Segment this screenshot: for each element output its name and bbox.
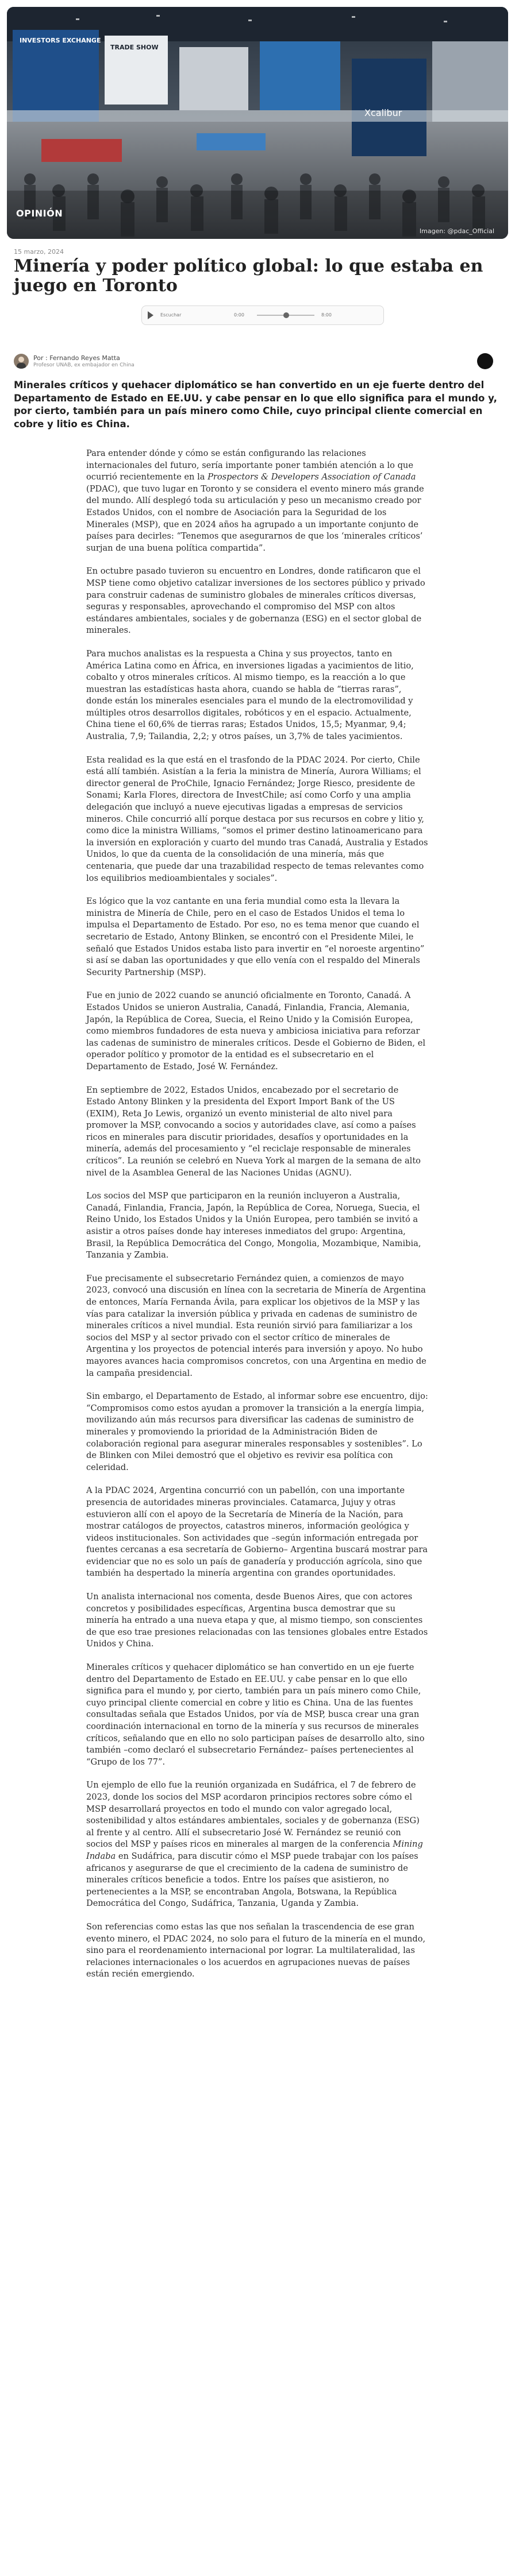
paragraph: En octubre pasado tuvieron su encuentro en Londres, donde ratificaron que el MSP tiene como objetivo catalizar inversiones de los sectores público y privado para construir cadenas de suministro globales de minerales críticos diversas, seguras y responsables, aprovechando el compromiso del MSP con altos estándares ambientales, sociales y de gobernanza (ESG) en el sector global de minerales. [86, 566, 425, 636]
paragraph: Sin embargo, el Departamento de Estado, al informar sobre ese encuentro, dijo: “Compromisos como estos ayudan a promover la transición a la energía limpia, movilizando aún más recursos para diversificar las cadenas de suministro de minerales y promoviendo la prioridad de la Administración Biden de colaboración regional para asegurar minerales responsables y sostenibles”. Lo de Blinken con Milei demostró que el objetivo es revivir esa política con celeridad. [86, 1391, 428, 1472]
section-label[interactable]: OPINIÓN [16, 208, 63, 219]
audio-progress-handle[interactable] [283, 312, 289, 318]
sign-xcalibur: Xcalibur [364, 107, 402, 118]
publish-date: 15 marzo, 2024 [14, 248, 64, 256]
article-title: Minería y poder político global: lo que estaba en juego en Toronto [14, 256, 483, 296]
paragraph: Fue en junio de 2022 cuando se anunció oficialmente en Toronto, Canadá. A Estados Unidos se unieron Australia, Canadá, Finlandia, Francia, Alemania, Japón, la República de Corea, Suecia, el Reino Unido y la Comisión Europea, como miembros fundadores de esta nueva y ambiciosa iniciativa para reforzar las cadenas de suministro de minerales críticos. Desde el Gobierno de Biden, el operador político y promotor de la entidad es el subsecretario en el Departamento de Estado, José W. Fernández. [86, 991, 425, 1072]
audio-label: Escuchar [160, 312, 182, 318]
hero-image [7, 7, 508, 239]
person-icon [14, 354, 29, 369]
paragraph: Fue precisamente el subsecretario Fernández quien, a comienzos de mayo 2023, convocó una discusión en línea con la secretaria de Minería de Argentina de entonces, María Fernanda Ávila, para explicar los objetivos de la MSP y las vías para catalizar la inversión pública y privada en cadenas de suministro de minerales críticos a nivel mundial. Esta reunión sirvió para familiarizar a los socios del MSP y al sector privado con el sector crítico de minerales de Argentina y los proyectos de potencial interés para inversión y apoyo. No hubo mayores avances hacia compromisos concretos, con una Argentina en medio de la campaña presidencial. [86, 1273, 426, 1378]
sign-trade-show: TRADE SHOW [110, 44, 159, 51]
trade-show-photo [7, 7, 508, 239]
sign-investors: INVESTORS EXCHANGE [20, 37, 101, 44]
audio-current-time: 0:00 [234, 312, 244, 318]
paragraph: Son referencias como estas las que nos señalan la trascendencia de ese gran evento minero, el PDAC 2024, no solo para el futuro de la minería en el mundo, sino para el reordenamiento internacional por lograr. La multilateralidad, las relaciones internacionales o los acuerdos en agrupaciones nuevas de países están recién emergiendo. [86, 1921, 426, 1979]
paragraph: Un analista internacional nos comenta, desde Buenos Aires, que con actores concretos y posibilidades específicas, Argentina busca demostrar que su minería ha entrado a una nueva etapa y que, al mismo tiempo, son conscientes de que eso trae presiones relacionadas con las tensiones globales entre Estados Unidos y China. [86, 1592, 428, 1649]
paragraph: A la PDAC 2024, Argentina concurrió con un pabellón, con una importante presencia de autoridades mineras provinciales. Catamarca, Jujuy y otras estuvieron allí con el apoyo de la Secretaría de Minería de la Nación, para mostrar catálogos de proyectos, catastros mineros, información geológica y videos institucionales. Son actividades que –según información entregada por fuentes cercanas a esa secretaría de Gobierno– Argentina buscará mostrar para evidenciar que no es solo un país de ganadería y producción agrícola, sino que también ha despertado la minería argentina con grandes oportunidades. [86, 1486, 428, 1579]
audio-duration: 8:00 [321, 312, 332, 318]
paragraph: Para entender dónde y cómo se están configurando las relaciones internacionales del futuro, sería importante poner también atención a lo que ocurrió recientemente en la Prospectors & Developers Association of Canada (PDAC), que tuvo lugar en Toronto y se considera el evento minero más grande del mundo. Allí desplegó toda su articulación y peso un mecanismo creado por Estados Unidos, con el nombre de Asociación para la Seguridad de los Minerales (MSP), que en 2024 años ha agrupado a un importante conjunto de países para decirles: “Tenemos que asegurarnos de que los ‘minerales críticos’ surjan de una buena política compartida”. [86, 448, 424, 553]
audio-player [141, 305, 384, 325]
paragraph: Para muchos analistas es la respuesta a China y sus proyectos, tanto en América Latina como en África, en inversiones ligadas a yacimientos de litio, cobalto y otros minerales críticos. Al mismo tiempo, es la reacción a lo que muestran las estadísticas hasta ahora, cuando se habla de “tierras raras”, donde están los minerales esenciales para el mundo de la electromovilidad y múltiples otros desarrollos digitales, robóticos y en el espacio. Actualmente, China tiene el 60,6% de tierras raras; Estados Unidos, 15,5; Myanmar, 9,4; Australia, 7,9; Tailandia, 2,2; y otros países, un 3,7% de tales yacimientos. [86, 648, 414, 742]
photo-credit: Imagen: @pdac_Official [419, 227, 494, 235]
play-icon[interactable] [148, 311, 153, 319]
article-body [86, 448, 429, 1981]
share-x-icon[interactable] [477, 353, 493, 369]
paragraph: Los socios del MSP que participaron en la reunión incluyeron a Australia, Canadá, Finlandia, Francia, Japón, la República de Corea, Noruega, Suecia, el Reino Unido, los Estados Unidos y la Unión Europea, pero también se invitó a asistir a otros países donde hay intereses inmediatos del grupo: Argentina, Brasil, la República Democrática del Congo, Mongolia, Mozambique, Namibia, Tanzania y Zambia. [86, 1191, 421, 1260]
article-lead: Minerales críticos y quehacer diplomático se han convertido en un eje fuerte dentro del Departamento de Estado en EE.UU. y cabe pensar en lo que ello significa para el mundo y, por cierto, también para un país minero como Chile, cuyo principal cliente comercial en cobre y litio es China. [14, 380, 497, 430]
paragraph: Es lógico que la voz cantante en una feria mundial como esta la llevara la ministra de Minería de Chile, pero en el caso de Estados Unidos el tema lo impulsa el Departamento de Estado. Por eso, no es tema menor que cuando el secretario de Estado, Antony Blinken, se encontró con el Presidente Milei, le señaló que Estados Unidos estaba listo para invertir en “el noroeste argentino” si así se daban las oportunidades y que ello venía con el respaldo del Minerals Security Partnership (MSP). [86, 896, 425, 977]
author-name[interactable]: Por : Fernando Reyes Matta [33, 354, 120, 362]
paragraph: Esta realidad es la que está en el trasfondo de la PDAC 2024. Por cierto, Chile está allí también. Asistían a la feria la ministra de Minería, Aurora Williams; el director general de ProChile, Ignacio Fernández; Jorge Riesco, presidente de Sonami; Karla Flores, directora de InvestChile; así como Corfo y una amplia delegación que incluyó a nueve ejecutivas ligadas a empresas de servicios mineros. Chile concurrió allí porque destaca por sus recursos en cobre y litio y, como dice la ministra Williams, “somos el primer destino latinoamericano para la inversión en exploración y cuarto del mundo tras Canadá, Australia y Estados Unidos, lo que da cuenta de la consolidación de una minería, más que centenaria, que puede dar una trazabilidad respecto de temas relevantes como los equilibrios medioambientales y sociales”. [86, 755, 428, 883]
paragraph: En septiembre de 2022, Estados Unidos, encabezado por el secretario de Estado Antony Blinken y la presidenta del Export Import Bank of the US (EXIM), Reta Jo Lewis, organizó un evento ministerial de alto nivel para promover la MSP, convocando a socios y autoridades clave, así como a países ricos en minerales para discutir prioridades, desafíos y oportunidades en la minería, además del procesamiento y “el reciclaje responsable de minerales críticos”. La reunión se celebró en Nueva York al margen de la semana de alto nivel de la Asamblea General de las Naciones Unidas (AGNU). [86, 1085, 421, 1178]
author-bio: Profesor UNAB, ex embajador en China [33, 362, 134, 368]
author-avatar [14, 354, 29, 369]
paragraph: Minerales críticos y quehacer diplomático se han convertido en un eje fuerte dentro del Departamento de Estado en EE.UU. y cabe pensar en lo que ello significa para el mundo y, por cierto, también para un país minero como Chile, cuyo principal cliente comercial en cobre y litio es China. Una de las fuentes consultadas señala que Estados Unidos, por vía de MSP, busca crear una gran coordinación internacional en torno de la minería y sus recursos de minerales críticos, señalando que en ello no solo participan países de desarrollo alto, sino también –como declaró el subsecretario Fernández– países pertenecientes al “Grupo de los 77”. [86, 1662, 425, 1767]
paragraph: Un ejemplo de ello fue la reunión organizada en Sudáfrica, el 7 de febrero de 2023, donde los socios del MSP acordaron principios rectores sobre cómo el MSP desarrollará proyectos en todo el mundo con valor agregado local, sostenibilidad y altos estándares ambientales, sociales y de gobernanza (ESG) al frente y al centro. Allí el subsecretario José W. Fernández se reunió con socios del MSP y países ricos en minerales al margen de la conferencia Mining Indaba en Sudáfrica, para discutir cómo el MSP puede trabajar con los países africanos y asegurarse de que el crecimiento de la cadena de suministro de minerales críticos beneficie a todos. Entre los países que asistieron, no pertenecientes a la MSP, se encontraban Angola, Botswana, la República Democrática del Congo, Sudáfrica, Tanzania, Uganda y Zambia. [86, 1780, 423, 1909]
